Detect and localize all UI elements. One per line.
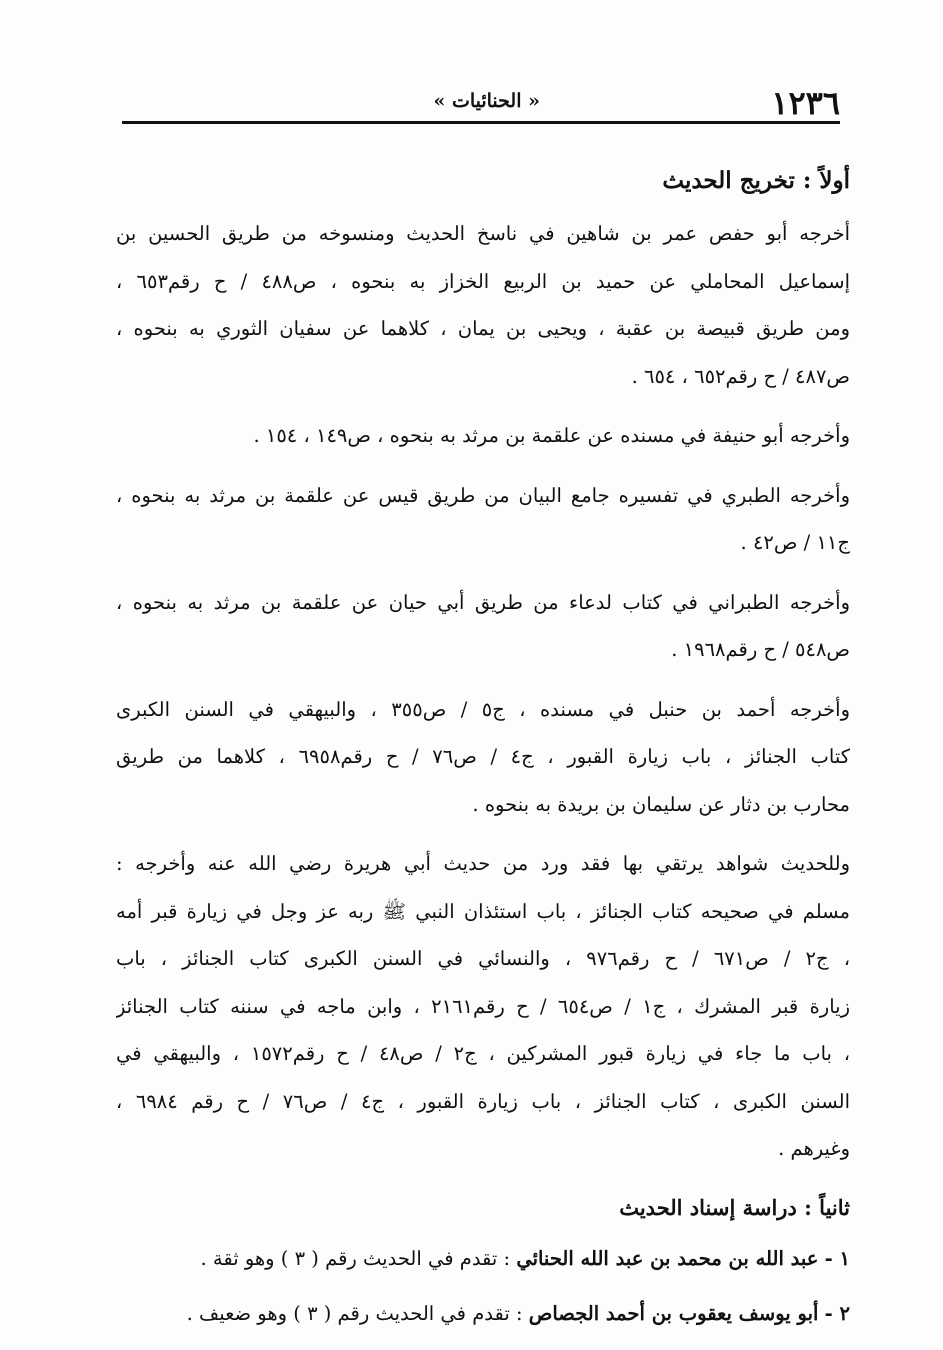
narrator-entry xyxy=(116,1235,850,1283)
narrator-number: ٢ - xyxy=(824,1302,850,1325)
narrator-name: أبو يوسف يعقوب بن أحمد الجصاص xyxy=(528,1302,819,1325)
header-rule xyxy=(122,121,840,124)
text-line: وغيرهم . xyxy=(778,1137,850,1160)
page-number: ١٢٣٦ xyxy=(771,84,840,122)
text-line: وأخرجه الطبراني في كتاب لدعاء من طريق أبي حيان عن علقمة بن مرثد به بنحوه ، xyxy=(116,590,850,614)
paragraph-shawahid xyxy=(116,840,850,1173)
narrator-note: : تقدم في الحديث رقم ( ٣ ) وهو ضعيف . xyxy=(186,1302,529,1325)
text-line: زيارة قبر المشرك ، ج١ / ص٦٥٤ / ح رقم٢١٦١ ، وابن ماجه في سننه كتاب الجنائز xyxy=(116,994,850,1018)
text-line: مسلم في صحيحه كتاب الجنائز ، باب استئذان النبي ﷺ ربه عز وجل في زيارة قبر أمه xyxy=(116,899,850,923)
paragraph-tabarani xyxy=(116,579,850,674)
paragraph-tabari xyxy=(116,472,850,567)
section-heading-isnad: ثانياً : دراسة إسناد الحديث xyxy=(619,1194,850,1220)
text-line: أخرجه أبو حفص عمر بن شاهين في ناسخ الحديث ومنسوخه من طريق الحسين بن xyxy=(116,222,850,245)
narrator-note: : تقدم في الحديث رقم ( ٣ ) وهو ثقة . xyxy=(200,1246,517,1270)
paragraph-abu-hanifa xyxy=(116,412,850,460)
text-line: وأخرجه أحمد بن حنبل في مسنده ، ج٥ / ص٣٥٥ ، والبيهقي في السنن الكبرى xyxy=(116,697,850,721)
page-body xyxy=(116,158,850,1346)
section-heading-takhrij: أولاً : تخريج الحديث xyxy=(662,167,850,194)
narrator-name: عبد الله بن محمد بن عبد الله الحنائي xyxy=(516,1246,819,1270)
paragraph-ibn-shahin xyxy=(116,210,850,400)
text-line: ج١١ / ص٤٢ . xyxy=(740,531,850,554)
page-header xyxy=(122,80,840,122)
text-line: السنن الكبرى ، كتاب الجنائز ، باب زيارة القبور ، ج٤ / ص٧٦ / ح رقم ٦٩٨٤ ، xyxy=(116,1089,850,1113)
running-title: « الحنائيات » xyxy=(433,90,540,112)
paragraph-ahmad xyxy=(116,686,850,829)
text-line: ، ج٢ / ص٦٧١ / ح رقم٩٧٦ ، والنسائي في السنن الكبرى كتاب الجنائز ، باب xyxy=(116,947,850,970)
text-line: كتاب الجنائز ، باب زيارة القبور ، ج٤ / ص٧٦ / ح رقم٦٩٥٨ ، كلاهما من طريق xyxy=(116,745,850,768)
text-line: إسماعيل المحاملي عن حميد بن الربيع الخزاز به بنحوه ، ص٤٨٨ / ح رقم٦٥٣ ، xyxy=(116,269,850,293)
text-line: محارب بن دثار عن سليمان بن بريدة به بنحوه . xyxy=(472,792,850,816)
narrator-number: ١ - xyxy=(824,1246,850,1270)
text-line: ومن طريق قبيصة بن عقبة ، ويحيى بن يمان ، كلاهما عن سفيان الثوري به بنحوه ، xyxy=(116,317,850,340)
text-line: ، باب ما جاء في زيارة قبور المشركين ، ج٢ / ص٤٨ / ح رقم١٥٧٢ ، والبيهقي في xyxy=(116,1042,850,1065)
narrator-entry xyxy=(116,1290,850,1338)
text-line: وأخرجه الطبري في تفسيره جامع البيان من طريق قيس عن علقمة بن مرثد به بنحوه ، xyxy=(116,483,850,507)
text-line: وللحديث شواهد يرتقي بها فقد ورد من حديث أبي هريرة رضي الله عنه وأخرجه : xyxy=(116,852,850,875)
text-line: وأخرجه أبو حنيفة في مسنده عن علقمة بن مرثد به بنحوه ، ص١٤٩ ، ١٥٤ . xyxy=(253,424,850,447)
text-line: ص٥٤٨ / ح رقم١٩٦٨ . xyxy=(671,638,850,661)
text-line: ص٤٨٧ / ح رقم٦٥٢ ، ٦٥٤ . xyxy=(631,364,850,388)
